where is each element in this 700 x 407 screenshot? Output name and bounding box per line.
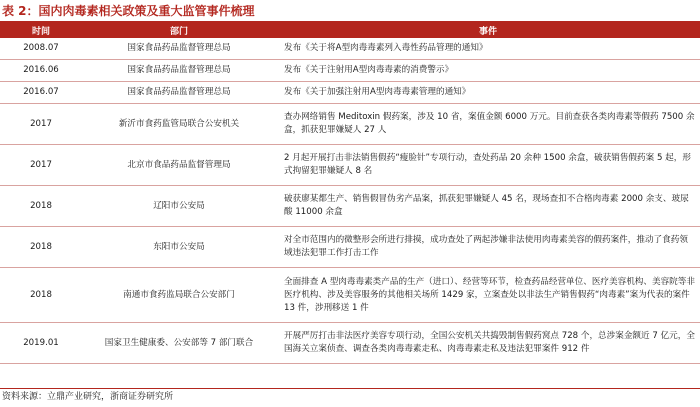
cell-time: 2018 (0, 186, 82, 227)
cell-dept: 南通市食药监局联合公安部门 (82, 268, 276, 323)
policy-table (0, 23, 700, 364)
cell-time: 2017 (0, 145, 82, 186)
header-time: 时间 (0, 23, 82, 38)
table-header-row (0, 23, 700, 38)
cell-time: 2016.06 (0, 60, 82, 82)
cell-time: 2016.07 (0, 82, 82, 104)
table-row (0, 82, 700, 104)
header-event: 事件 (276, 23, 700, 38)
cell-time: 2018 (0, 227, 82, 268)
cell-dept: 国家食品药品监督管理总局 (82, 82, 276, 104)
cell-time: 2008.07 (0, 38, 82, 60)
cell-event: 开展严厉打击非法医疗美容专项行动，全国公安机关共捣毁制售假药窝点 728 个，总涉案金额近 7 亿元，全国海关立案侦查、调查各类肉毒毒素走私、肉毒毒素走私及违法犯罪案件 912 件 (276, 323, 700, 364)
table-row (0, 60, 700, 82)
cell-event: 查办网络销售 Meditoxin 假药案，涉及 10 省，案值金额 6000 万元。目前查获各类肉毒素等假药 7500 余盒，抓获犯罪嫌疑人 27 人 (276, 104, 700, 145)
cell-time: 2017 (0, 104, 82, 145)
table-bottom-rule (0, 388, 700, 389)
header-dept: 部门 (82, 23, 276, 38)
table-row (0, 104, 700, 145)
cell-dept: 辽阳市公安局 (82, 186, 276, 227)
table-row (0, 145, 700, 186)
cell-event: 破获廖某都生产、销售假冒伪劣产品案，抓获犯罪嫌疑人 45 名，现场查扣不合格肉毒素 2000 余支、玻尿酸 11000 余盒 (276, 186, 700, 227)
table-row (0, 186, 700, 227)
cell-dept: 国家食品药品监督管理总局 (82, 38, 276, 60)
cell-time: 2018 (0, 268, 82, 323)
cell-event: 发布《关于加强注射用A型肉毒毒素管理的通知》 (276, 82, 700, 104)
table-row (0, 227, 700, 268)
cell-dept: 新沂市食药监管局联合公安机关 (82, 104, 276, 145)
cell-event: 发布《关于注射用A型肉毒毒素的消费警示》 (276, 60, 700, 82)
table-title: 表 2：国内肉毒素相关政策及重大监管事件梳理 (2, 4, 255, 18)
cell-time: 2019.01 (0, 323, 82, 364)
table-row (0, 268, 700, 323)
cell-event: 2 月起开展打击非法销售假药“瘦脸针”专项行动，查处药品 20 余种 1500 余盒，破获销售假药案 5 起，形式拘留犯罪嫌疑人 8 名 (276, 145, 700, 186)
cell-event: 全面排查 A 型肉毒毒素类产品的生产（进口）、经营等环节，检查药品经营单位、医疗美容机构、美容院等非医疗机构、涉及美容服务的其他相关场所 1429 家，立案查处以非法生产销售假药“肉毒素”案为代表的案件 13 件，涉刑移送 1 件 (276, 268, 700, 323)
cell-event: 对全市范围内的微整形会所进行排摸，成功查处了两起涉嫌非法使用肉毒素美容的假药案件，推动了食药领域违法犯罪工作打击工作 (276, 227, 700, 268)
cell-dept: 北京市食品药品监督管理局 (82, 145, 276, 186)
cell-dept: 国家卫生健康委、公安部等 7 部门联合 (82, 323, 276, 364)
table-row (0, 38, 700, 60)
cell-event: 发布《关于将A型肉毒毒素列入毒性药品管理的通知》 (276, 38, 700, 60)
table-row (0, 323, 700, 364)
source-note: 资料来源：立鼎产业研究，浙商证券研究所 (2, 392, 174, 402)
cell-dept: 国家食品药品监督管理总局 (82, 60, 276, 82)
cell-dept: 东阳市公安局 (82, 227, 276, 268)
